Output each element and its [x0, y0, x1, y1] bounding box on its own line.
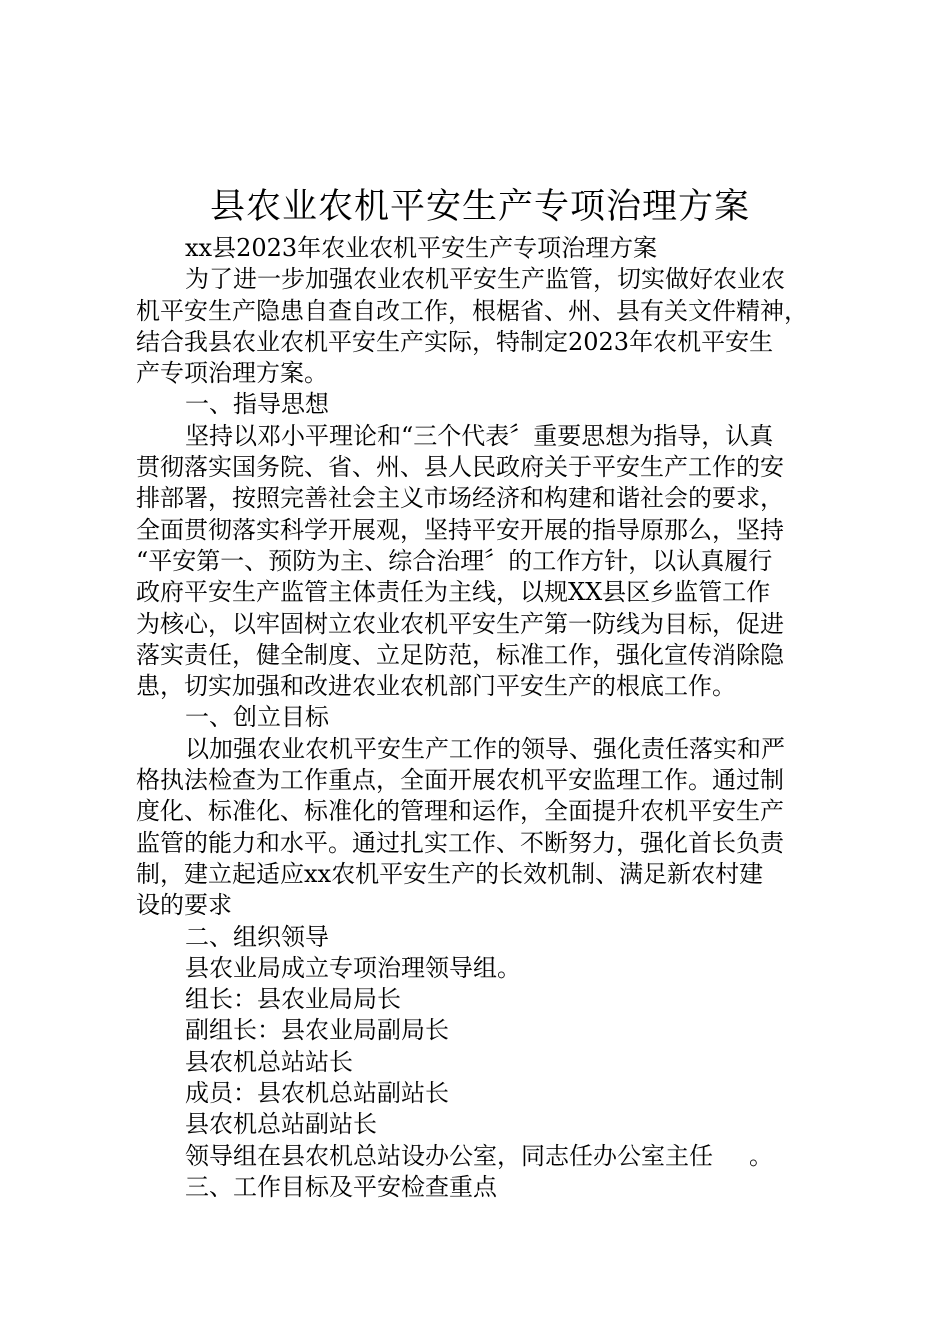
document-title: 县农业农机平安生产专项治理方案: [209, 187, 750, 227]
text-line: 组长：县农业局局长: [185, 985, 401, 1014]
text-line: 结合我县农业农机平安生产实际，特制定2023年农机平安生: [136, 327, 774, 356]
text-line: 成员：县农机总站副站长: [185, 1079, 449, 1108]
text-line: 政府平安生产监管主体责任为主线，以规XX县区乡监管工作: [136, 578, 771, 607]
text-line: 坚持以邓小平理论和“三个代表〞重要思想为指导，认真: [185, 421, 774, 450]
text-line: 为了进一步加强农业农机平安生产监管，切实做好农业农: [185, 265, 785, 294]
text-line: 以加强农业农机平安生产工作的领导、强化责任落实和严: [185, 734, 785, 763]
text-line: 为核心，以牢固树立农业农机平安生产第一防线为目标，促进: [136, 609, 784, 638]
office-line-end: 。: [749, 1141, 773, 1170]
text-line: 产专项治理方案。: [136, 359, 328, 388]
text-line: “平安第一、预防为主、综合治理〞的工作方针，以认真履行: [136, 546, 773, 575]
document-body: [136, 233, 836, 1203]
text-line: 县农业局成立专项治理领导组。: [185, 953, 521, 982]
text-line: 县农机总站副站长: [185, 1110, 377, 1139]
text-line: 二、组织领导: [185, 922, 329, 951]
section-heading-3: 三、工作目标及平安检查重点: [185, 1172, 497, 1201]
text-line: 贯彻落实国务院、省、州、县人民政府关于平安生产工作的安: [136, 453, 784, 482]
text-line: 全面贯彻落实科学开展观，坚持平安开展的指导原那么，坚持: [136, 515, 784, 544]
text-line: 格执法检查为工作重点，全面开展农机平安监理工作。通过制: [136, 766, 784, 795]
text-line: 监管的能力和水平。通过扎实工作、不断努力，强化首长负责: [136, 828, 784, 857]
text-line: 一、指导思想: [185, 390, 329, 419]
text-line: 排部署，按照完善社会主义市场经济和构建和谐社会的要求，: [136, 484, 784, 513]
office-line: [136, 1141, 836, 1172]
text-line: 机平安生产隐患自查自改工作，根椐省、州、县有关文件精神，: [136, 296, 808, 325]
text-line: 落实责任，健全制度、立足防范，标准工作，强化宣传消除隐: [136, 640, 784, 669]
text-line: 制，建立起适应xx农机平安生产的长效机制、满足新农村建: [136, 859, 764, 888]
text-line: 县农机总站站长: [185, 1047, 353, 1076]
office-line-text: 领导组在县农机总站设办公室，同志任办公室主任: [185, 1141, 713, 1170]
text-line: xx县2023年农业农机平安生产专项治理方案: [185, 234, 658, 262]
text-line: 患，切实加强和改进农业农机部门平安生产的根底工作。: [136, 672, 736, 701]
text-line: 设的要求: [136, 891, 232, 920]
text-line: 一、创立目标: [185, 703, 329, 732]
text-line: 度化、标准化、标准化的管理和运作，全面提升农机平安生产: [136, 797, 784, 826]
text-line: 副组长：县农业局副局长: [185, 1016, 449, 1045]
